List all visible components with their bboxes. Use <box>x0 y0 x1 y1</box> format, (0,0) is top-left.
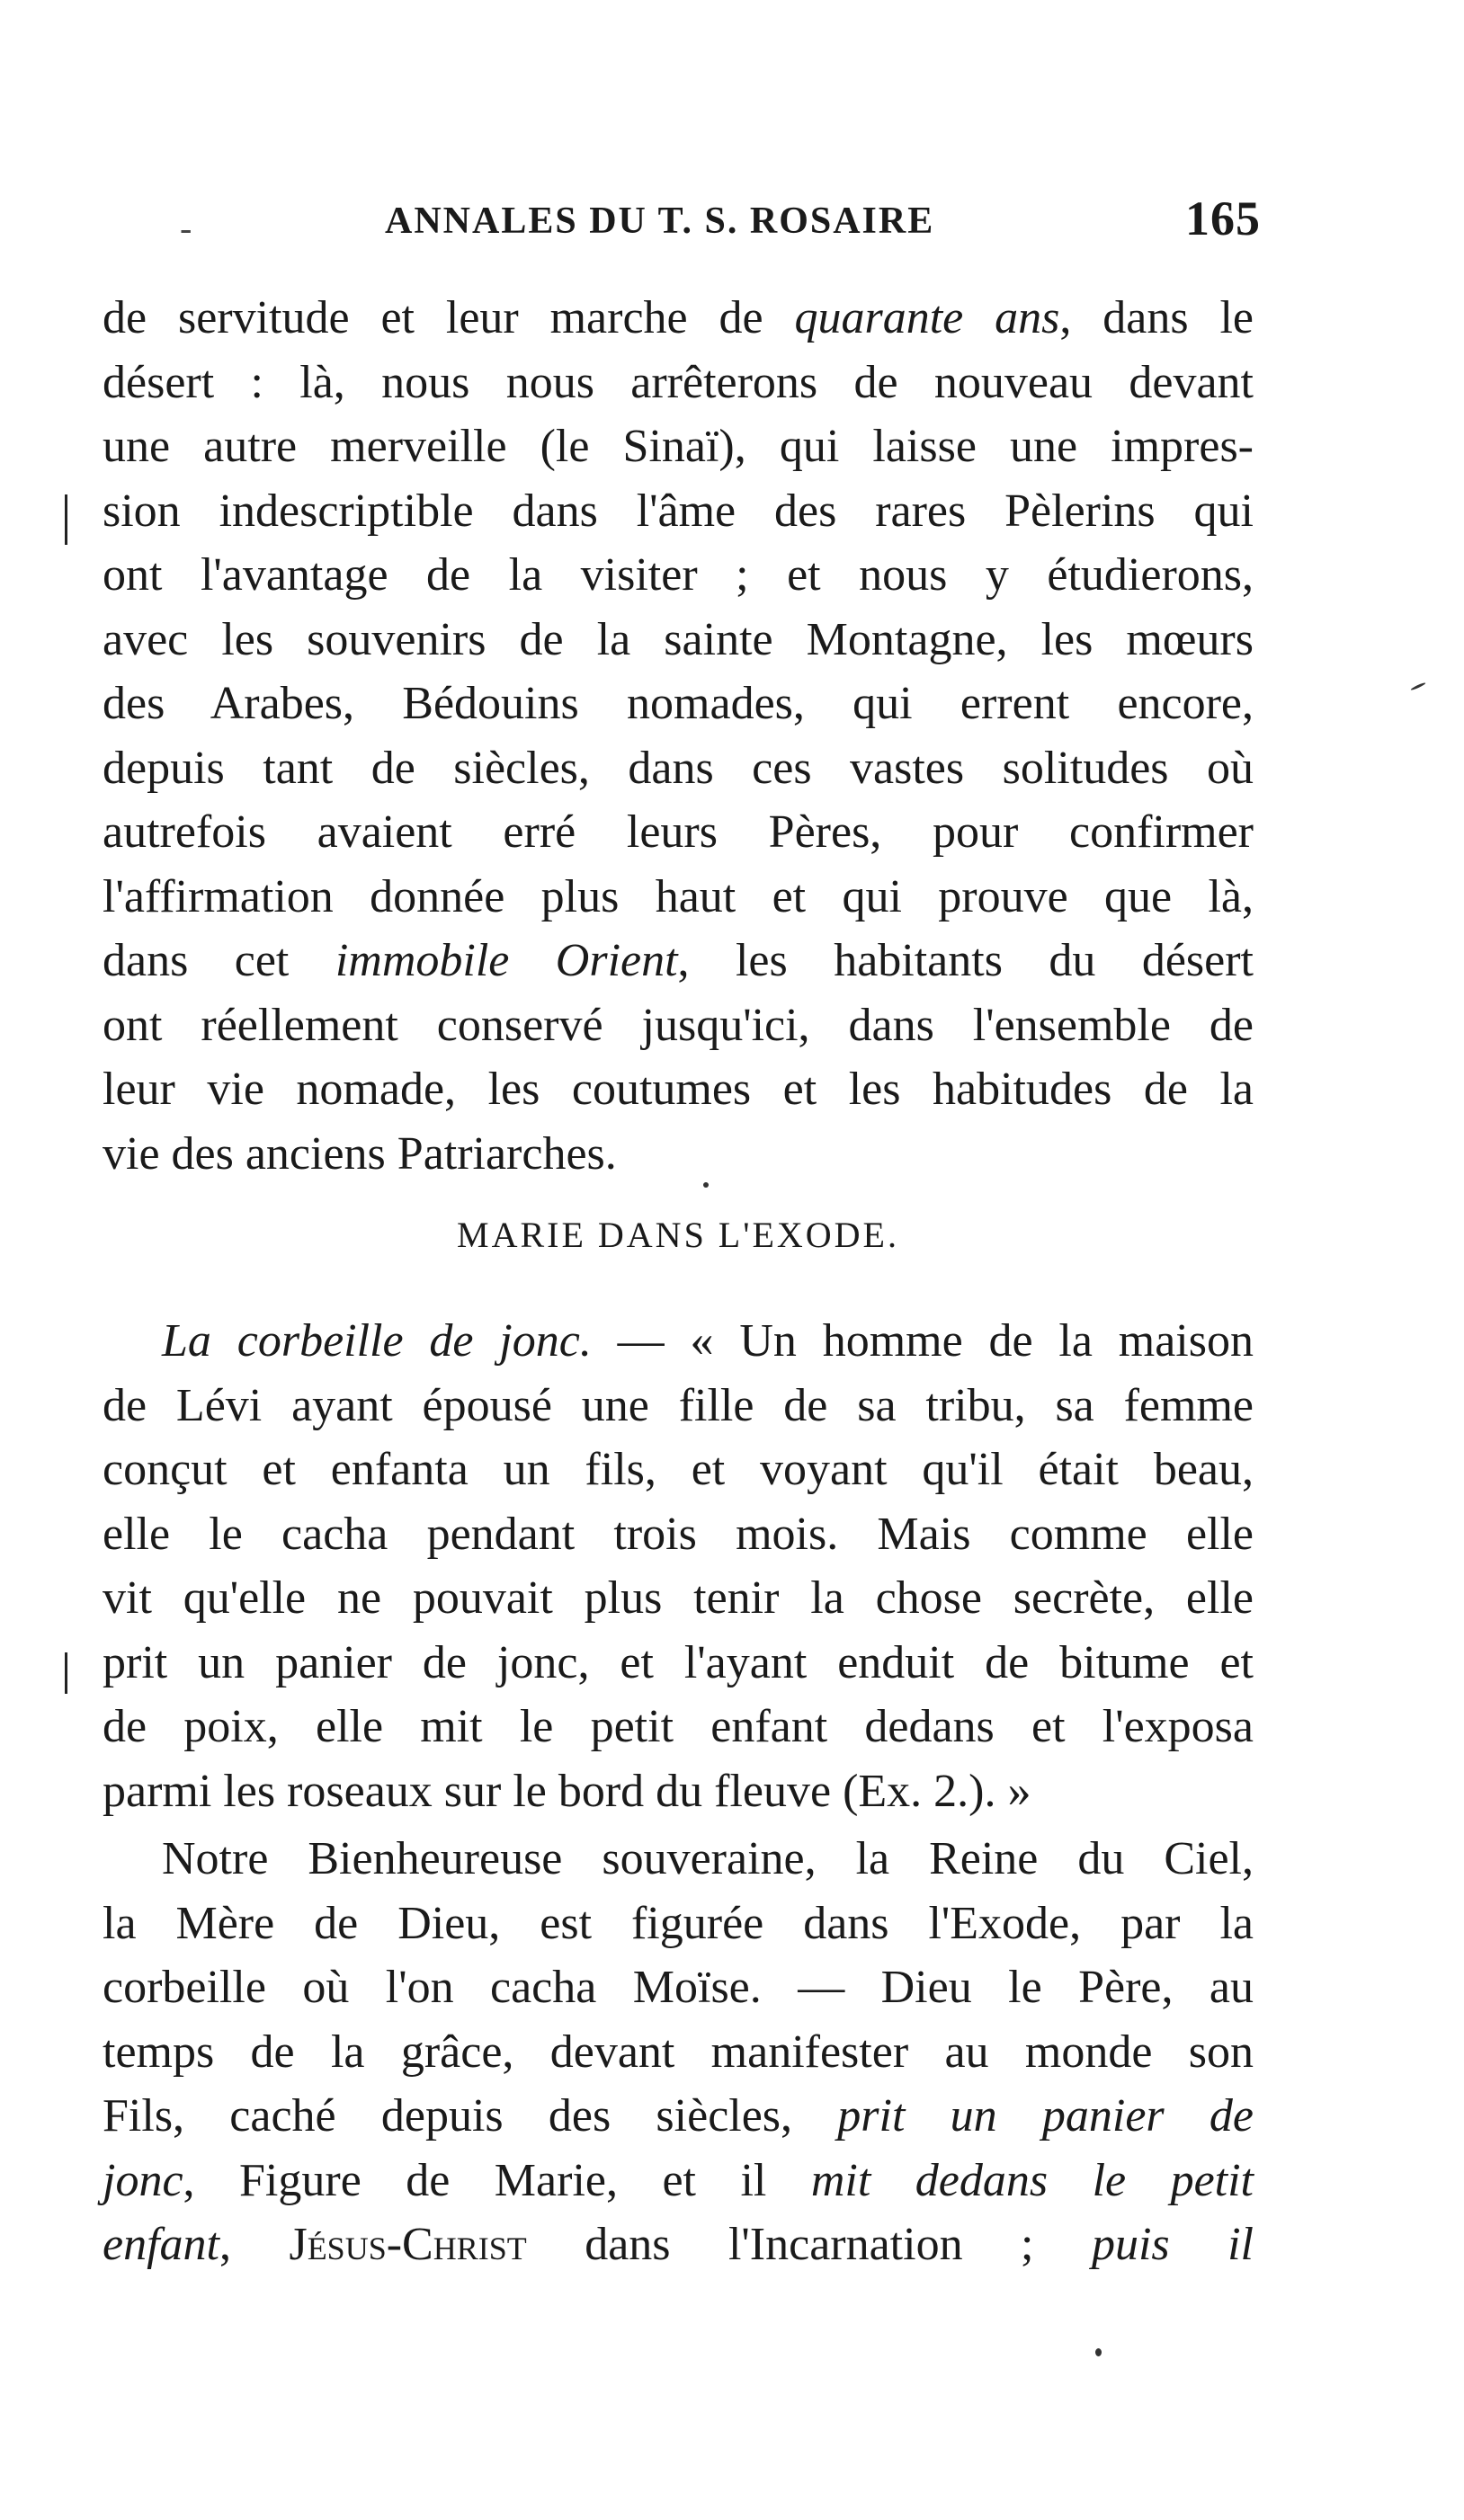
text-line: vit qu'elle ne pouvait plus tenir la chose secrète, elle <box>103 1572 1254 1624</box>
small-caps-text: Jésus-Christ <box>289 2219 527 2270</box>
text-line: depuis tant de siècles, dans ces vastes solitudes où <box>103 742 1254 794</box>
text-line: l'affirmation donnée plus haut et qui prouve que là, <box>103 870 1254 922</box>
text-line: jonc, Figure de Marie, et il mit dedans le petit <box>103 2154 1254 2206</box>
italic-text: enfant <box>103 2219 219 2270</box>
text-line: leur vie nomade, les coutumes et les habitudes de la <box>103 1064 1254 1115</box>
italic-text: prit un panier de <box>837 2090 1254 2142</box>
text-line: une autre merveille (le Sinaï), qui laisse une impres- <box>103 421 1254 472</box>
italic-text: mit dedans le petit <box>810 2154 1254 2206</box>
text-line: vie des anciens Patriarches. <box>103 1127 617 1180</box>
paragraph-servitude <box>103 286 1254 1186</box>
page-number: 165 <box>1185 191 1261 245</box>
text-line: prit un panier de jonc, et l'ayant enduit de bitume et <box>103 1636 1254 1688</box>
section-title: MARIE DANS L'EXODE. <box>457 1215 899 1255</box>
text-line: ont l'avantage de la visiter ; et nous y étudierons, <box>103 549 1254 601</box>
ink-speck <box>1095 2348 1102 2356</box>
italic-text: immobile Orient <box>335 935 678 986</box>
ink-speck <box>1410 681 1426 690</box>
text-line: avec les souvenirs de la sainte Montagne, les mœurs <box>103 613 1254 665</box>
paragraph-notre-bienheureuse <box>103 1827 1254 2277</box>
text-line: enfant, Jésus-Christ dans l'Incarnation ; puis il <box>103 2219 1254 2270</box>
margin-mark <box>65 1652 67 1694</box>
text-line: conçut et enfanta un fils, et voyant qu'il était beau, <box>103 1444 1254 1495</box>
text-line: Notre Bienheureuse souveraine, la Reine du Ciel, <box>162 1833 1254 1884</box>
text-line: de servitude et leur marche de quarante ans, dans le <box>103 292 1254 343</box>
paragraph-corbeille <box>103 1309 1254 1823</box>
text-line: désert : là, nous nous arrêterons de nouveau devant <box>103 356 1254 408</box>
header-dash: - <box>180 208 192 248</box>
italic-text: La corbeille de jonc. <box>162 1315 592 1367</box>
text-line: dans cet immobile Orient, les habitants du désert <box>103 935 1254 986</box>
text-line: Fils, caché depuis des siècles, prit un panier de <box>103 2090 1254 2142</box>
text-line: de Lévi ayant épousé une fille de sa tribu, sa femme <box>103 1379 1254 1431</box>
italic-text: quarante ans <box>794 292 1060 343</box>
margin-mark <box>65 494 67 545</box>
text-line: ont réellement conservé jusqu'ici, dans l'ensemble de <box>103 999 1254 1051</box>
text-line: des Arabes, Bédouins nomades, qui errent encore, <box>103 678 1254 729</box>
text-line: elle le cacha pendant trois mois. Mais comme elle <box>103 1508 1254 1560</box>
text-line: corbeille où l'on cacha Moïse. — Dieu le Père, au <box>103 1962 1254 2013</box>
italic-text: puis il <box>1091 2219 1254 2270</box>
text-line: parmi les roseaux sur le bord du fleuve (Ex. 2.). » <box>103 1765 1031 1817</box>
text-line: de poix, elle mit le petit enfant dedans et l'exposa <box>103 1701 1254 1752</box>
text-line: autrefois avaient erré leurs Pères, pour confirmer <box>103 806 1254 858</box>
running-title: ANNALES DU T. S. ROSAIRE <box>385 200 935 242</box>
italic-text: jonc <box>103 2154 183 2206</box>
text-line: La corbeille de jonc. — « Un homme de la maison <box>162 1315 1254 1367</box>
text-line: sion indescriptible dans l'âme des rares Pèlerins qui <box>103 485 1254 537</box>
text-line: la Mère de Dieu, est figurée dans l'Exode, par la <box>103 1897 1254 1949</box>
page-header <box>180 191 1259 254</box>
text-line: temps de la grâce, devant manifester au monde son <box>103 2026 1254 2078</box>
